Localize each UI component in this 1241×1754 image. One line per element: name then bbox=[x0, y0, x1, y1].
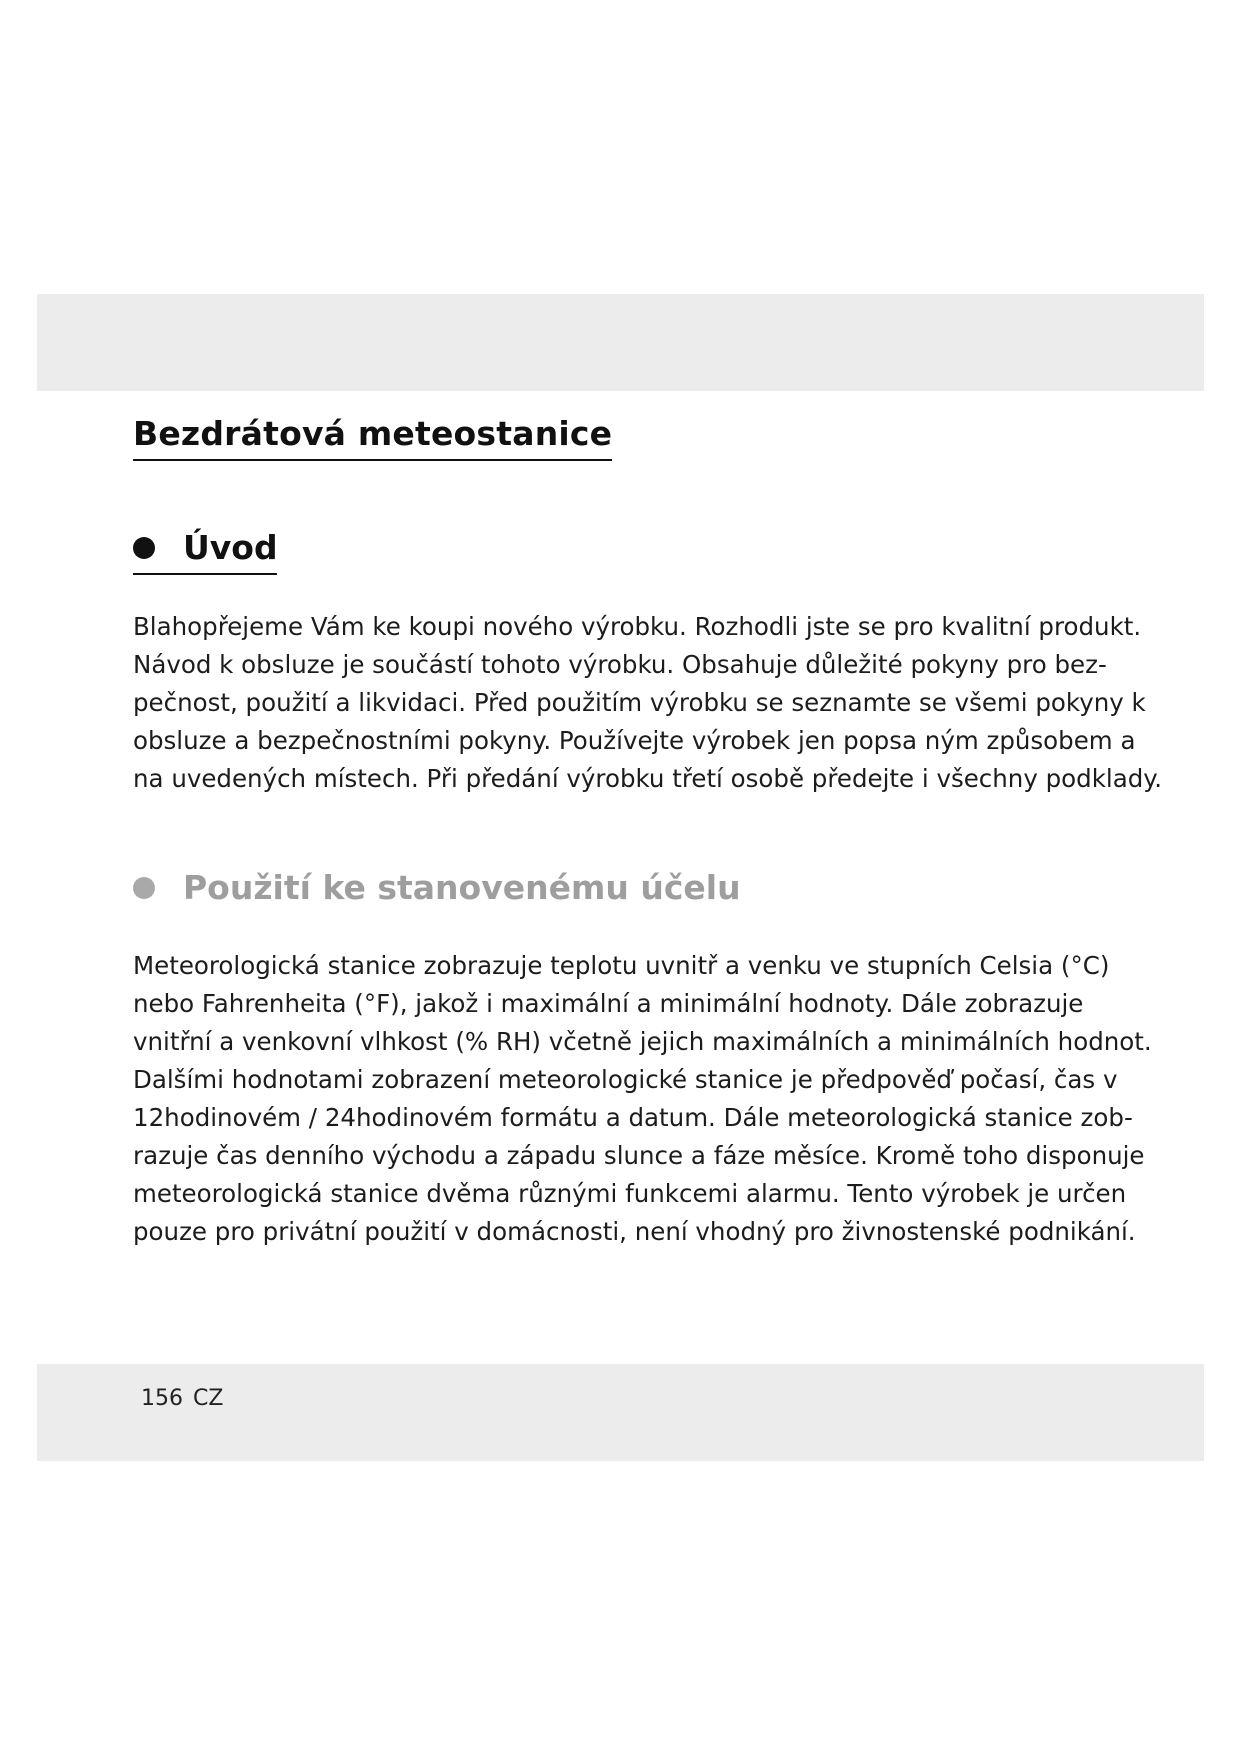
paragraph-line: nebo Fahrenheita (°F), jakož i maximální a minimální hodnoty. Dále zobrazuje bbox=[133, 989, 1084, 1018]
paragraph-line: Meteorologická stanice zobrazuje teplotu uvnitř a venku ve stupních Celsia (°C) bbox=[133, 951, 1110, 980]
section-heading-text: Úvod bbox=[183, 528, 278, 567]
paragraph-line: Dalšími hodnotami zobrazení meteorologické stanice je předpověď počasí, čas v bbox=[133, 1065, 1118, 1094]
paragraph-line: pouze pro privátní použití v domácnosti, není vhodný pro živnostenské podnikání. bbox=[133, 1217, 1136, 1246]
section-heading-text: Použití ke stanovenému účelu bbox=[183, 868, 741, 907]
section-heading-intended-use bbox=[133, 868, 741, 907]
header-band bbox=[37, 294, 1204, 391]
paragraph-line: razuje čas denního východu a západu slunce a fáze měsíce. Kromě toho disponuje bbox=[133, 1141, 1145, 1170]
paragraph-line: na uvedených místech. Při předání výrobku třetí osobě předejte i všechny podklady. bbox=[133, 764, 1163, 793]
paragraph-line: Návod k obsluze je součástí tohoto výrobku. Obsahuje důležité pokyny pro bez- bbox=[133, 650, 1107, 679]
bullet-icon bbox=[133, 537, 155, 559]
page-number: 156 bbox=[141, 1386, 183, 1411]
page-footer bbox=[141, 1386, 223, 1411]
paragraph-line: 12hodinovém / 24hodinovém formátu a datum. Dále meteorologická stanice zob- bbox=[133, 1103, 1133, 1132]
paragraph-line: Blahopřejeme Vám ke koupi nového výrobku. Rozhodli jste se pro kvalitní produkt. bbox=[133, 612, 1142, 641]
page-title: Bezdrátová meteostanice bbox=[133, 414, 612, 461]
paragraph-line: vnitřní a venkovní vlhkost (% RH) včetně jejich maximálních a minimálních hodnot. bbox=[133, 1027, 1152, 1056]
language-code: CZ bbox=[193, 1386, 224, 1411]
intro-paragraph bbox=[133, 608, 1163, 798]
section-heading-uvod bbox=[133, 528, 278, 567]
intended-use-paragraph bbox=[133, 947, 1152, 1251]
heading-underline bbox=[133, 573, 277, 575]
bullet-icon bbox=[133, 877, 155, 899]
paragraph-line: obsluze a bezpečnostními pokyny. Používejte výrobek jen popsa ným způsobem a bbox=[133, 726, 1136, 755]
paragraph-line: meteorologická stanice dvěma různými funkcemi alarmu. Tento výrobek je určen bbox=[133, 1179, 1127, 1208]
paragraph-line: pečnost, použití a likvidaci. Před použitím výrobku se seznamte se všemi pokyny k bbox=[133, 688, 1146, 717]
footer-band bbox=[37, 1364, 1204, 1461]
